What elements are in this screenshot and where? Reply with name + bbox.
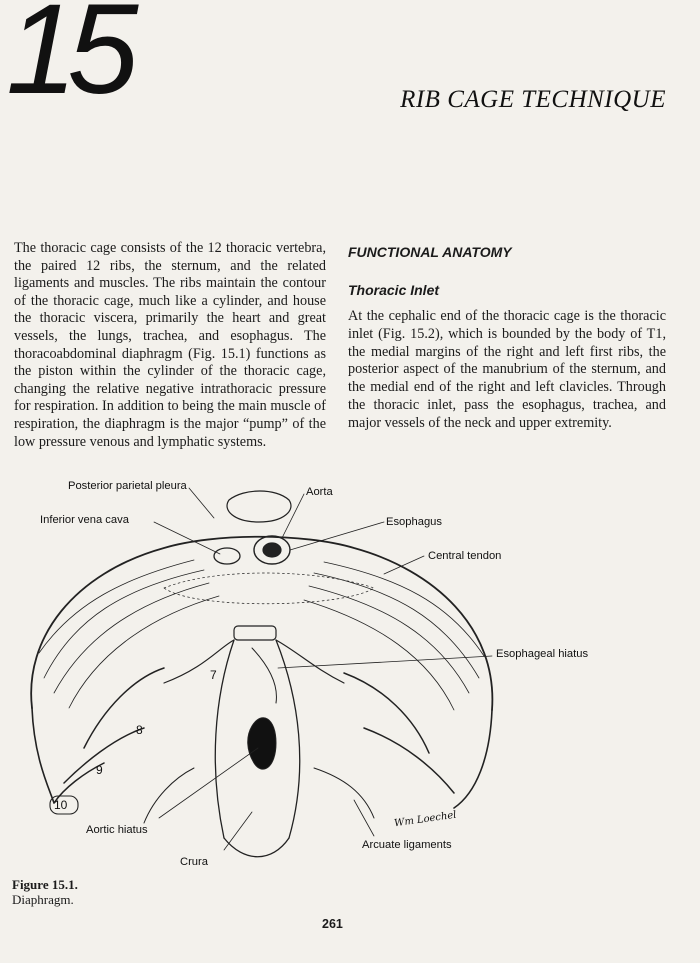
- figure-caption-title: Figure 15.1.: [12, 877, 78, 892]
- subsection-heading: Thoracic Inlet: [348, 282, 440, 298]
- label-esophageal-hiatus: Esophageal hiatus: [496, 648, 589, 660]
- rib-number-10: 10: [54, 798, 68, 812]
- section-heading: FUNCTIONAL ANATOMY: [348, 244, 512, 260]
- label-inferior-vena-cava: Inferior vena cava: [40, 514, 129, 526]
- rib-number-7: 7: [210, 668, 217, 682]
- diaphragm-figure: [14, 478, 500, 880]
- page-number: 261: [322, 917, 343, 931]
- functional-anatomy-section: [348, 244, 666, 433]
- intro-paragraph: The thoracic cage consists of the 12 thoracic vertebra, the paired 12 ribs, the sternum, and the related ligaments and muscles. The ribs maintain the contour of the thoracic cage, much like a cylinder, and house the thoracic viscera, primarily the heart and great vessels, the lungs, trachea, and esophagus. The thoracoabdominal diaphragm (Fig. 15.1) functions as the piston within the cylinder of the thoracic cage, changing the relative negative intrathoracic pressure for respiration. In addition to being the main muscle of respiration, the diaphragm is the major “pump” of the low pressure venous and lymphatic systems.: [14, 240, 326, 450]
- rib-number-9: 9: [96, 763, 103, 777]
- figure-caption: [12, 877, 78, 907]
- chapter-title: RIB CAGE TECHNIQUE: [400, 86, 666, 113]
- thoracic-inlet-paragraph: At the cephalic end of the thoracic cage is the thoracic inlet (Fig. 15.2), which is bounded by the body of T1, the medial margins of the right and left first ribs, the posterior aspect of the manubrium of the sternum, and the medial end of the right and left clavicles. Through the thoracic inlet, pass the esophagus, trachea, and major vessels of the neck and upper extremity.: [348, 308, 666, 431]
- label-aortic-hiatus: Aortic hiatus: [86, 824, 148, 836]
- label-esophagus: Esophagus: [386, 516, 442, 528]
- artist-signature: Wm Loechel: [393, 809, 458, 830]
- rib-number-8: 8: [136, 723, 143, 737]
- chapter-number: 15: [6, 0, 129, 121]
- label-arcuate-ligaments: Arcuate ligaments: [362, 839, 452, 851]
- label-aorta: Aorta: [306, 486, 333, 498]
- label-crura: Crura: [180, 856, 208, 868]
- label-central-tendon: Central tendon: [428, 550, 502, 562]
- figure-caption-text: Diaphragm.: [12, 892, 74, 907]
- label-posterior-parietal-pleura: Posterior parietal pleura: [68, 480, 187, 492]
